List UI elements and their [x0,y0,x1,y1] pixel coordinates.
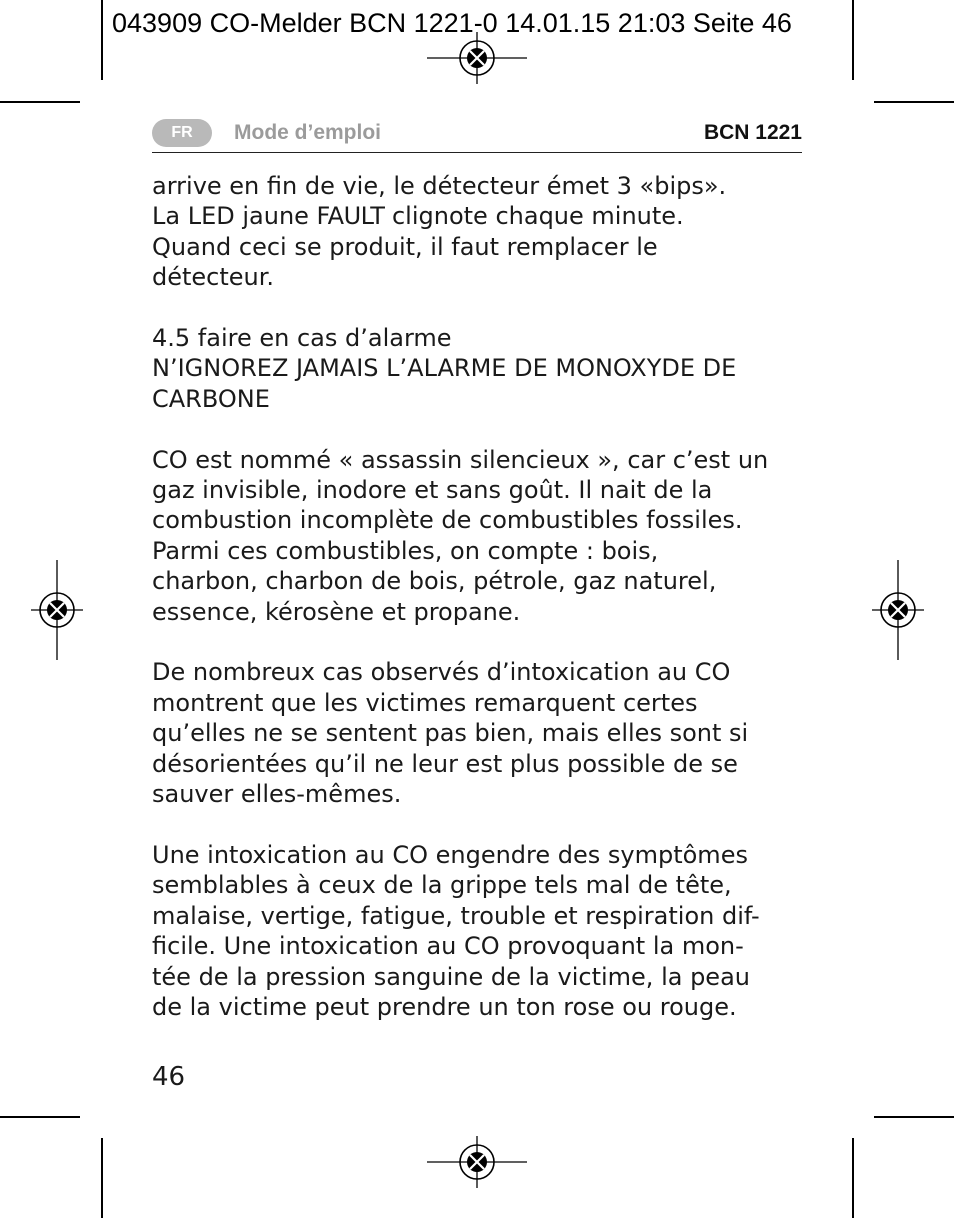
print-slug-line: 043909 CO-Melder BCN 1221-0 14.01.15 21:03 Seite 46 [112,8,792,38]
text-line: ficile. Une intoxication au CO provoquant la mon- [152,932,744,961]
warning-text: N’IGNOREZ JAMAIS L’ALARME DE MONOXYDE DE [152,354,737,383]
fault-label: FAULT [316,202,385,231]
text-line: détecteur. [152,263,275,292]
crop-mark-top-right-vertical [852,0,854,80]
page-number: 46 [152,1062,186,1092]
text-line: gaz invisible, inodore et sans goût. Il nait de la [152,476,713,505]
crop-mark-bottom-left-vertical [101,1138,103,1218]
text-line: arrive en fin de vie, le détecteur émet 3 «bips». [152,172,727,200]
text-line: Quand ceci se produit, il faut remplacer le [152,232,658,261]
crop-mark-bottom-right-horizontal [874,1116,954,1118]
crop-mark-bottom-right-vertical [852,1138,854,1218]
model-name: BCN 1221 [703,121,802,144]
paragraph-victims [152,657,832,809]
text-line: semblables à ceux de la grippe tels mal de tête, [152,871,732,900]
registration-mark-right-icon [872,560,924,660]
body-text [152,171,832,1053]
text-line: montrent que les victimes remarquent certes [152,688,698,717]
paragraph-end-of-life [152,171,832,293]
paragraph-symptoms [152,840,832,1022]
section-heading: 4.5 faire en cas d’alarme [152,324,452,353]
text-fragment: La LED jaune [152,202,317,231]
text-fragment: clignote chaque minute. [384,202,684,231]
text-line: malaise, vertige, fatigue, trouble et respiration dif- [152,901,760,930]
text-line: qu’elles ne se sentent pas bien, mais elles sont si [152,719,749,748]
text-line: Une intoxication au CO engendre des symptômes [152,840,748,869]
registration-mark-left-icon [31,560,83,660]
text-line: Parmi ces combustibles, on compte : bois, [152,536,659,565]
text-line: CO est nommé « assassin silencieux », car c’est un [152,445,769,474]
crop-mark-top-left-vertical [101,0,103,80]
text-line [152,201,832,231]
crop-mark-top-left-horizontal [0,101,80,103]
text-line: de la victime peut prendre un ton rose ou rouge. [152,992,737,1021]
text-line: tée de la pression sanguine de la victime, la peau [152,962,750,991]
crop-mark-top-right-horizontal [874,101,954,103]
text-line: désorientées qu’il ne leur est plus possible de se [152,749,738,778]
text-line: essence, kérosène et propane. [152,597,521,626]
text-line: combustion incomplète de combustibles fossiles. [152,506,743,535]
warning-text: CARBONE [152,384,270,413]
paragraph-alarm-heading [152,323,832,414]
running-header [152,116,802,153]
language-badge: FR [152,119,212,147]
text-line: sauver elles-mêmes. [152,780,402,809]
text-line: De nombreux cas observés d’intoxication au CO [152,658,731,687]
section-title: Mode d’emploi [234,121,381,144]
crop-mark-bottom-left-horizontal [0,1116,80,1118]
registration-mark-top-icon [427,32,527,84]
text-line: charbon, charbon de bois, pétrole, gaz naturel, [152,567,717,596]
registration-mark-bottom-icon [427,1136,527,1188]
paragraph-co-description [152,445,832,627]
